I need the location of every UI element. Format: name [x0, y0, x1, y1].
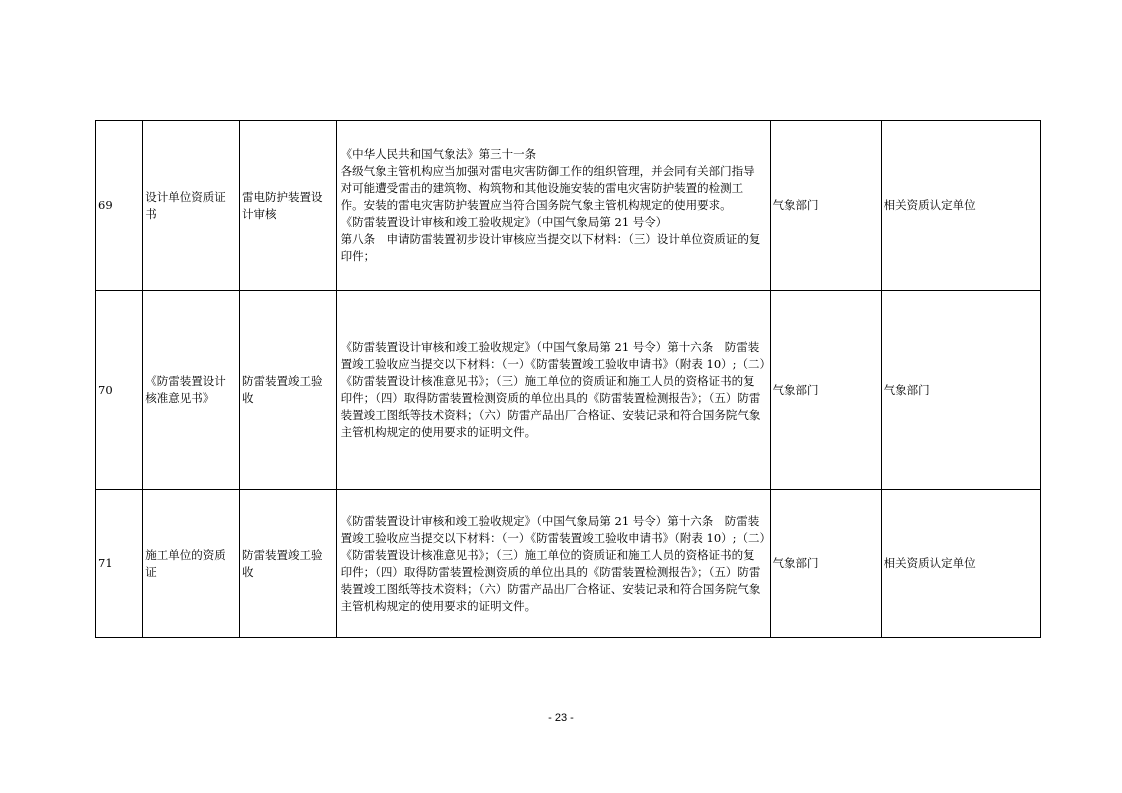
- page-number: - 23 -: [548, 712, 574, 724]
- legal-basis-line: 《防雷装置设计审核和竣工验收规定》（中国气象局第 21 号令）: [340, 215, 668, 229]
- table-row: [96, 490, 1041, 638]
- responsible-department: 气象部门: [770, 490, 881, 638]
- issuing-unit: 气象部门: [881, 291, 1040, 490]
- document-name: 设计单位资质证书: [143, 121, 240, 291]
- approval-item: 防雷装置竣工验收: [239, 291, 336, 490]
- table-row: [96, 291, 1041, 490]
- legal-basis-line: 《防雷装置设计审核和竣工验收规定》（中国气象局第 21 号令）第十六条 防雷装置竣工验收应当提交以下材料：（一）《防雷装置竣工验收申请书》（附表 10）;（二）《防雷装置设计核准意见书》；（三）施工单位的资质证和施工人员的资格证书的复印件；（四）取得防雷装置检测资质的单位出具的《防雷装置检测报告》；（五）防雷装置竣工图纸等技术资料；（六）防雷产品出厂合格证、安装记录和符合国务院气象主管机构规定的使用要求的证明文件。: [340, 340, 766, 439]
- document-name: 《防雷装置设计核准意见书》: [143, 291, 240, 490]
- legal-basis-line: 《中华人民共和国气象法》第三十一条: [340, 147, 537, 161]
- approval-item: 防雷装置竣工验收: [239, 490, 336, 638]
- legal-basis: [336, 490, 770, 638]
- issuing-unit: 相关资质认定单位: [881, 121, 1040, 291]
- legal-basis-line: 第八条 申请防雷装置初步设计审核应当提交以下材料：（三）设计单位资质证的复印件；: [340, 232, 761, 263]
- row-number: 69: [96, 121, 143, 291]
- legal-basis-line: 《防雷装置设计审核和竣工验收规定》（中国气象局第 21 号令）第十六条 防雷装置竣工验收应当提交以下材料：（一）《防雷装置竣工验收申请书》（附表 10）;（二）《防雷装置设计核准意见书》；（三）施工单位的资质证和施工人员的资格证书的复印件；（四）取得防雷装置检测资质的单位出具的《防雷装置检测报告》；（五）防雷装置竣工图纸等技术资料；（六）防雷产品出厂合格证、安装记录和符合国务院气象主管机构规定的使用要求的证明文件。: [340, 513, 766, 613]
- legal-basis-line: 各级气象主管机构应当加强对雷电灾害防御工作的组织管理，并会同有关部门指导对可能遭受雷击的建筑物、构筑物和其他设施安装的雷电灾害防护装置的检测工作。安装的雷电灾害防护装置应当符合国务院气象主管机构规定的使用要求。: [340, 164, 755, 212]
- row-number: 71: [96, 490, 143, 638]
- legal-basis: [336, 121, 770, 291]
- row-number: 70: [96, 291, 143, 490]
- approval-item: 雷电防护装置设计审核: [239, 121, 336, 291]
- responsible-department: 气象部门: [770, 121, 881, 291]
- document-table: [95, 120, 1041, 638]
- issuing-unit: 相关资质认定单位: [881, 490, 1040, 638]
- table-row: [96, 121, 1041, 291]
- legal-basis: [336, 291, 770, 490]
- responsible-department: 气象部门: [770, 291, 881, 490]
- document-name: 施工单位的资质证: [143, 490, 240, 638]
